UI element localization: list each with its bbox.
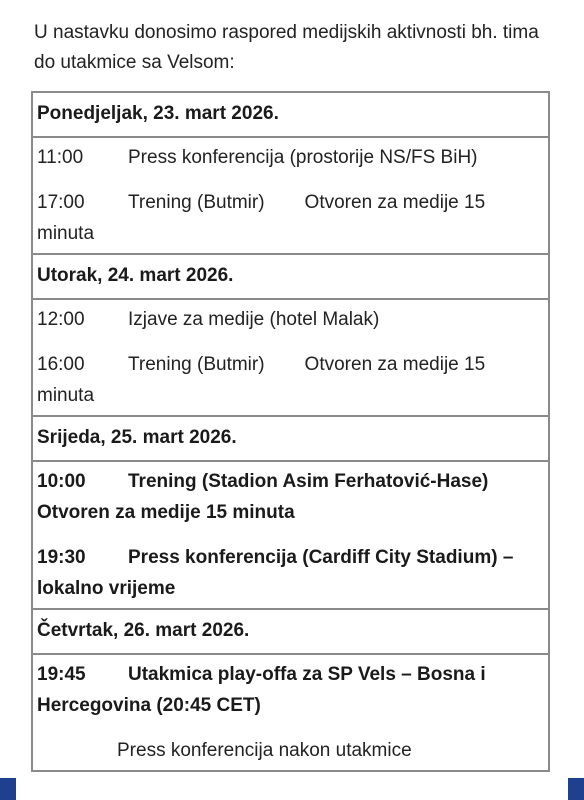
entry-time: 19:30 bbox=[37, 547, 86, 568]
entry-note: Otvoren za medije 15 minuta bbox=[37, 354, 486, 406]
day-date: Četvrtak, 26. mart 2026. bbox=[32, 609, 549, 654]
schedule-entry bbox=[37, 466, 544, 528]
left-edge-strip bbox=[0, 778, 16, 800]
media-schedule-table bbox=[31, 91, 550, 772]
day-entries-row bbox=[32, 299, 549, 416]
schedule-entry bbox=[37, 142, 544, 173]
entry-activity: Trening (Stadion Asim Ferhatović-Hase) Otvoren za medije 15 minuta bbox=[37, 471, 489, 523]
schedule-entry bbox=[37, 735, 544, 766]
day-header-row bbox=[32, 416, 549, 461]
day-header-row bbox=[32, 254, 549, 299]
day-entries bbox=[32, 461, 549, 609]
intro-paragraph: U nastavku donosimo raspored medijskih aktivnosti bh. tima do utakmice sa Velsom: bbox=[34, 22, 539, 73]
schedule-entry bbox=[37, 349, 544, 411]
entry-activity: Press konferencija (prostorije NS/FS BiH) bbox=[128, 147, 478, 168]
day-entries bbox=[32, 654, 549, 771]
schedule-entry bbox=[37, 304, 544, 335]
entry-activity: Trening (Butmir) bbox=[128, 354, 265, 375]
entry-activity: Press konferencija (Cardiff City Stadium) – lokalno vrijeme bbox=[37, 547, 514, 599]
entry-time: 17:00 bbox=[37, 192, 85, 213]
day-header-row bbox=[32, 92, 549, 137]
entry-time: 11:00 bbox=[37, 147, 84, 168]
day-entries-row bbox=[32, 137, 549, 254]
entry-time: 12:00 bbox=[37, 309, 85, 330]
day-date: Utorak, 24. mart 2026. bbox=[32, 254, 549, 299]
schedule-entry bbox=[37, 542, 544, 604]
day-entries-row bbox=[32, 654, 549, 771]
day-entries bbox=[32, 137, 549, 254]
entry-activity: Trening (Butmir) bbox=[128, 192, 265, 213]
right-edge-strip bbox=[568, 778, 584, 800]
day-date: Ponedjeljak, 23. mart 2026. bbox=[32, 92, 549, 137]
day-entries-row bbox=[32, 461, 549, 609]
entry-time: 10:00 bbox=[37, 471, 86, 492]
entry-note: Otvoren za medije 15 minuta bbox=[37, 192, 486, 244]
schedule-entry bbox=[37, 187, 544, 249]
day-header-row bbox=[32, 609, 549, 654]
schedule-entry bbox=[37, 659, 544, 721]
entry-time: 16:00 bbox=[37, 354, 85, 375]
entry-activity: Utakmica play-offa za SP Vels – Bosna i Hercegovina (20:45 CET) bbox=[37, 664, 486, 716]
entry-activity: Izjave za medije (hotel Malak) bbox=[128, 309, 380, 330]
day-date: Srijeda, 25. mart 2026. bbox=[32, 416, 549, 461]
entry-activity: Press konferencija nakon utakmice bbox=[117, 740, 412, 761]
entry-time: 19:45 bbox=[37, 664, 86, 685]
day-entries bbox=[32, 299, 549, 416]
